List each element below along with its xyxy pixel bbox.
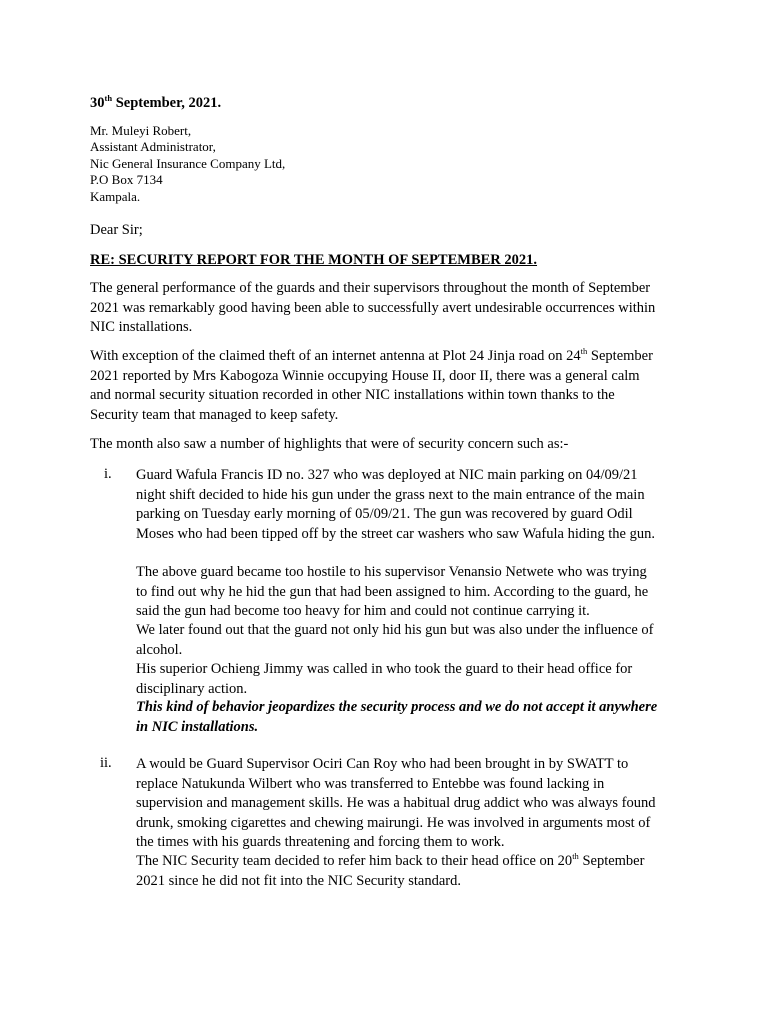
text-line: disciplinary action. — [136, 680, 248, 697]
date-suffix: th — [104, 93, 113, 104]
address-line: P.O Box 7134 — [90, 172, 163, 188]
text-line: drunk, smoking cigarettes and chewing mairungi. He was involved in arguments most of — [136, 814, 651, 831]
text-line: 2021 reported by Mrs Kabogoza Winnie occupying House II, door II, there was a general calm — [90, 367, 640, 384]
text-line — [136, 852, 696, 872]
text-line: parking on Tuesday early morning of 05/09/21. The gun was recovered by guard Odil — [136, 506, 633, 522]
text-line: alcohol. — [136, 641, 183, 658]
address-line: Nic General Insurance Company Ltd, — [90, 155, 286, 171]
list-item-text — [136, 621, 696, 660]
text-line: the times with his guards threatening and forcing them to work. — [136, 834, 505, 850]
list-item-text — [136, 852, 696, 891]
paragraph-highlights-intro — [90, 435, 690, 455]
text-segment: September — [578, 853, 645, 869]
text-segment: With exception of the claimed theft of an internet antenna at Plot 24 Jinja road on 24 — [90, 348, 581, 364]
paragraph-general-performance — [90, 279, 690, 338]
address-line: Assistant Administrator, — [90, 139, 216, 155]
text-line: The general performance of the guards and their supervisors throughout the month of September — [90, 280, 651, 296]
list-item-text — [136, 755, 696, 853]
text-line: supervision and management skills. He was a habitual drug addict who was always found — [136, 795, 656, 811]
recipient-address — [90, 123, 285, 205]
list-numeral: i. — [104, 466, 112, 482]
text-line: We later found out that the guard not only hid his gun but was also under the influence of — [136, 622, 654, 638]
paragraph-theft-exception — [90, 347, 690, 425]
salutation: Dear Sir; — [90, 222, 143, 238]
text-line: NIC installations. — [90, 319, 193, 336]
text-line: 2021 was remarkably good having been able to successfully avert undesirable occurrences within — [90, 299, 656, 316]
text-line: Guard Wafula Francis ID no. 327 who was deployed at NIC main parking on 04/09/21 — [136, 467, 638, 483]
text-line: said the gun had become too heavy for him and could not continue carrying it. — [136, 603, 590, 619]
text-line: in NIC installations. — [136, 718, 259, 735]
letter-date — [90, 95, 221, 112]
text-line: night shift decided to hide his gun under the grass next to the main entrance of the main — [136, 486, 645, 503]
text-segment: September — [587, 348, 653, 364]
subject-line: RE: SECURITY REPORT FOR THE MONTH OF SEPTEMBER 2021. — [90, 252, 538, 268]
address-line: Mr. Muleyi Robert, — [90, 123, 192, 138]
text-line: The above guard became too hostile to his supervisor Venansio Netwete who was trying — [136, 564, 647, 580]
text-line: Security team that managed to keep safety. — [90, 406, 339, 423]
emphasis-statement — [136, 698, 696, 737]
list-item-text — [136, 660, 696, 699]
text-line: His superior Ochieng Jimmy was called in who took the guard to their head office for — [136, 661, 633, 677]
text-line: The month also saw a number of highlights that were of security concern such as:- — [90, 436, 569, 452]
date-day: 30 — [90, 95, 105, 111]
text-line: and normal security situation recorded in other NIC installations within town thanks to the — [90, 387, 615, 404]
text-line: 2021 since he did not fit into the NIC Security standard. — [136, 872, 461, 889]
text-line: Moses who had been tipped off by the street car washers who saw Wafula hiding the gun. — [136, 525, 655, 542]
ordinal-suffix: th — [580, 346, 588, 357]
text-segment: The NIC Security team decided to refer him back to their head office on 20 — [136, 853, 573, 869]
text-line: This kind of behavior jeopardizes the security process and we do not accept it anywhere — [136, 699, 658, 715]
ordinal-suffix: th — [572, 851, 579, 862]
text-line — [90, 347, 690, 367]
text-line: to find out why he hid the gun that had been assigned to him. According to the guard, he — [136, 583, 649, 600]
list-item-text — [136, 466, 696, 544]
list-numeral: ii. — [100, 755, 112, 771]
address-line: Kampala. — [90, 188, 141, 204]
text-line: replace Natukunda Wilbert who was transferred to Entebbe was found lacking in — [136, 775, 605, 792]
date-rest: September, 2021. — [112, 95, 222, 111]
list-item-text — [136, 563, 696, 622]
text-line: A would be Guard Supervisor Ociri Can Roy who had been brought in by SWATT to — [136, 756, 629, 772]
